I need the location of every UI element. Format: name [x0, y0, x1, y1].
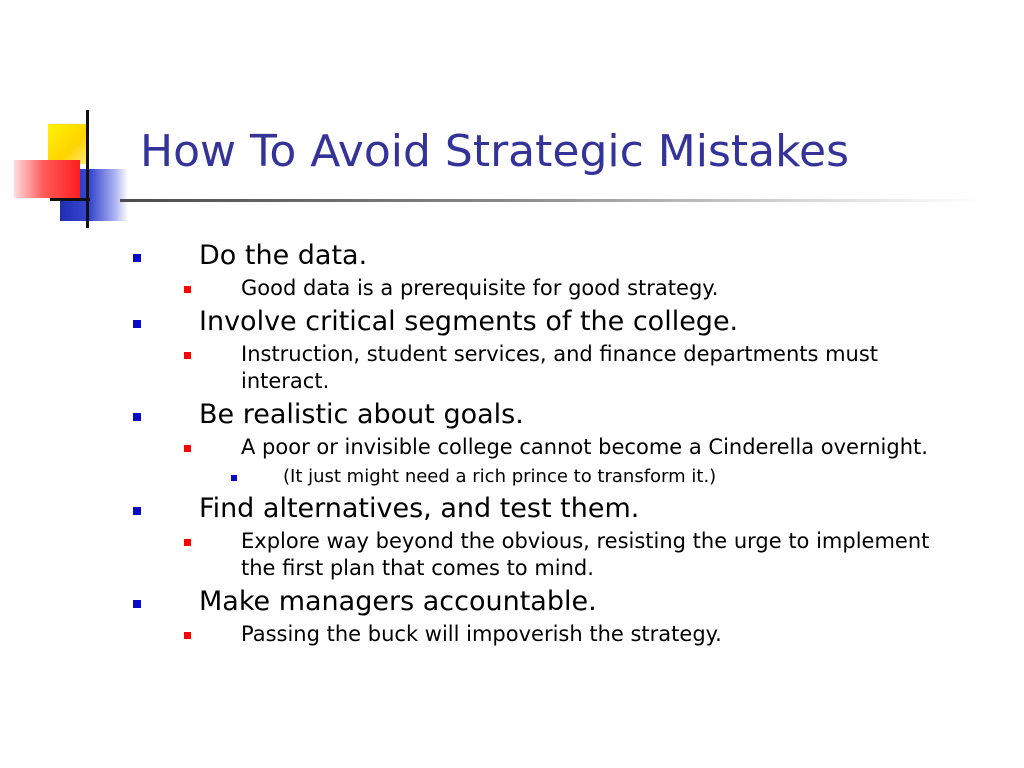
bullet-item	[199, 399, 1024, 431]
bullet-item	[199, 586, 1024, 618]
square-bullet-icon	[184, 445, 191, 452]
square-bullet-icon	[133, 600, 141, 608]
sub-bullet-item	[241, 434, 1024, 461]
sub-sub-bullet-text: (It just might need a rich prince to transform it.)	[283, 466, 717, 487]
sub-bullet-item	[241, 621, 1024, 648]
yellow-square-shape	[48, 124, 88, 164]
bullet-text: Find alternatives, and test them.	[199, 493, 640, 524]
square-bullet-icon	[133, 507, 141, 515]
square-bullet-icon	[133, 320, 141, 328]
bullet-text: Make managers accountable.	[199, 586, 597, 617]
red-bar-shape	[14, 160, 80, 198]
sub-sub-bullet-item	[283, 465, 1024, 489]
horizontal-line-shape	[50, 198, 90, 201]
bullet-item	[199, 240, 1024, 272]
bullet-text: Involve critical segments of the college.	[199, 306, 739, 337]
bullet-text: Do the data.	[199, 240, 368, 271]
bullet-item	[199, 306, 1024, 338]
square-bullet-icon	[184, 352, 191, 359]
decorative-logo	[0, 0, 150, 240]
sub-bullet-item	[241, 528, 1024, 582]
sub-bullet-text: Instruction, student services, and finance departments must interact.	[241, 342, 879, 393]
sub-bullet-text: Good data is a prerequisite for good strategy.	[241, 276, 719, 300]
slide-title: How To Avoid Strategic Mistakes	[140, 126, 850, 177]
sub-bullet-text: Explore way beyond the obvious, resisting the urge to implement the first plan that comes to mind.	[241, 529, 930, 580]
square-bullet-icon	[184, 539, 191, 546]
sub-bullet-item	[241, 341, 1024, 395]
title-underline	[120, 199, 980, 202]
bullet-text: Be realistic about goals.	[199, 399, 524, 430]
sub-bullet-text: A poor or invisible college cannot become a Cinderella overnight.	[241, 435, 928, 459]
square-bullet-icon	[133, 254, 141, 262]
square-bullet-icon	[231, 475, 237, 481]
square-bullet-icon	[184, 632, 191, 639]
square-bullet-icon	[184, 286, 191, 293]
vertical-line-shape	[86, 110, 89, 228]
bullet-list	[0, 236, 1024, 648]
square-bullet-icon	[133, 413, 141, 421]
sub-bullet-item	[241, 275, 1024, 302]
bullet-item	[199, 493, 1024, 525]
sub-bullet-text: Passing the buck will impoverish the strategy.	[241, 622, 722, 646]
